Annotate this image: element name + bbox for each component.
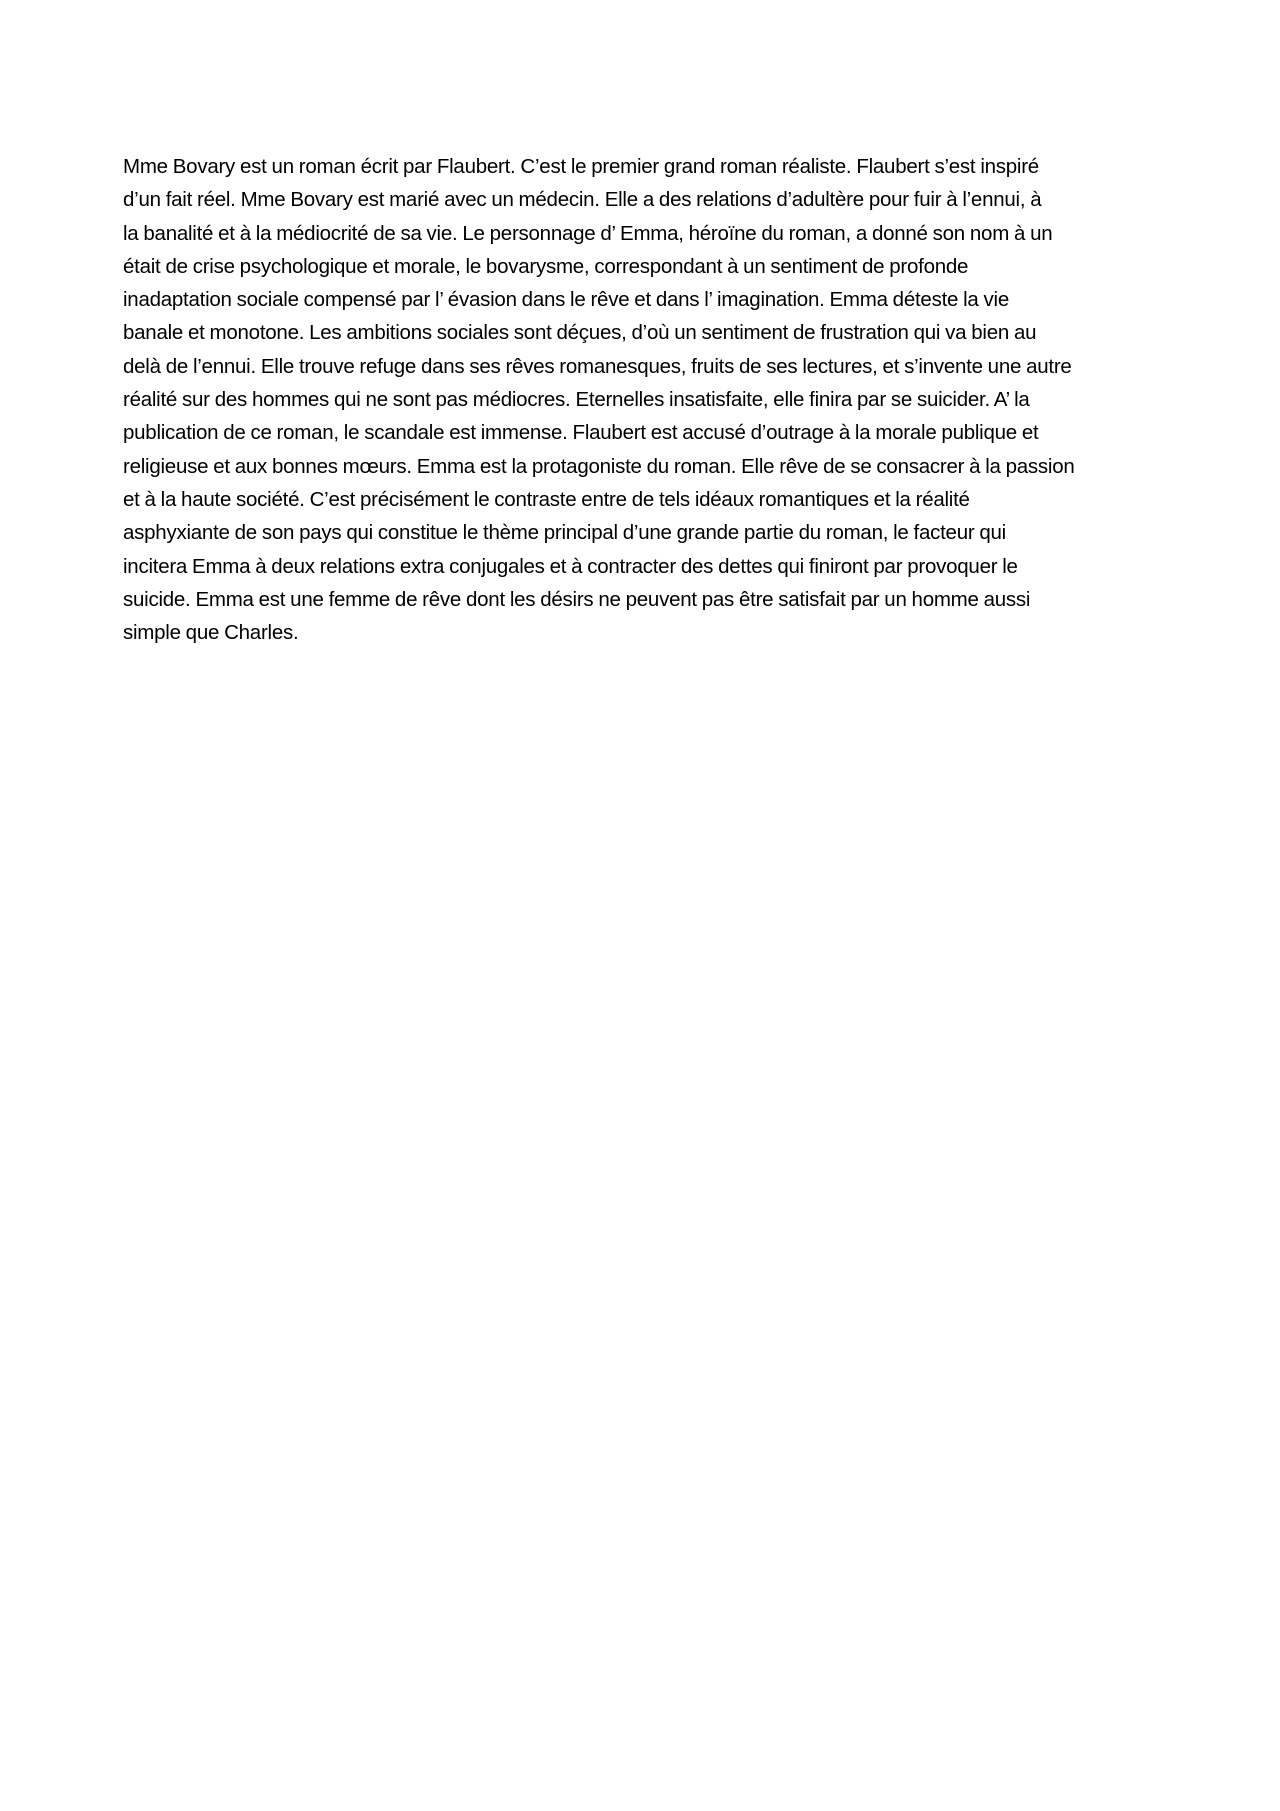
paragraph-line-12: asphyxiante de son pays qui constitue le thème principal d’une grande partie du roman, le facteur qui [123,521,1006,545]
paragraph-line-4: était de crise psychologique et morale, le bovarysme, correspondant à un sentiment de profonde [123,254,969,278]
paragraph-line-2: d’un fait réel. Mme Bovary est marié avec un médecin. Elle a des relations d’adultère pour fuir à l’ennui, à [123,188,1042,212]
paragraph-line-15: simple que Charles. [123,621,299,645]
paragraph-line-8: réalité sur des hommes qui ne sont pas médiocres. Eternelles insatisfaite, elle finira par se suicider. A’ la [123,388,1030,412]
body-paragraph [123,150,1169,649]
paragraph-line-9: publication de ce roman, le scandale est immense. Flaubert est accusé d’outrage à la morale publique et [123,421,1039,445]
paragraph-line-3: la banalité et à la médiocrité de sa vie. Le personnage d’ Emma, héroïne du roman, a donné son nom à un [123,221,1053,245]
paragraph-line-14: suicide. Emma est une femme de rêve dont les désirs ne peuvent pas être satisfait par un homme aussi [123,587,1031,611]
paragraph-line-10: religieuse et aux bonnes mœurs. Emma est la protagoniste du roman. Elle rêve de se consacrer à la passion [123,454,1075,478]
paragraph-line-5: inadaptation sociale compensé par l’ évasion dans le rêve et dans l’ imagination. Emma déteste la vie [123,288,1009,312]
paragraph-line-7: delà de l’ennui. Elle trouve refuge dans ses rêves romanesques, fruits de ses lectures, et s’invente une autre [123,354,1072,378]
paragraph-line-6: banale et monotone. Les ambitions sociales sont déçues, d’où un sentiment de frustration qui va bien au [123,321,1037,345]
paragraph-line-11: et à la haute société. C’est précisément le contraste entre de tels idéaux romantiques et la réalité [123,487,970,511]
paragraph-line-1: Mme Bovary est un roman écrit par Flaubert. C’est le premier grand roman réaliste. Flaubert s’est inspiré [123,155,1039,178]
paragraph-line-13: incitera Emma à deux relations extra conjugales et à contracter des dettes qui finiront par provoquer le [123,554,1018,578]
